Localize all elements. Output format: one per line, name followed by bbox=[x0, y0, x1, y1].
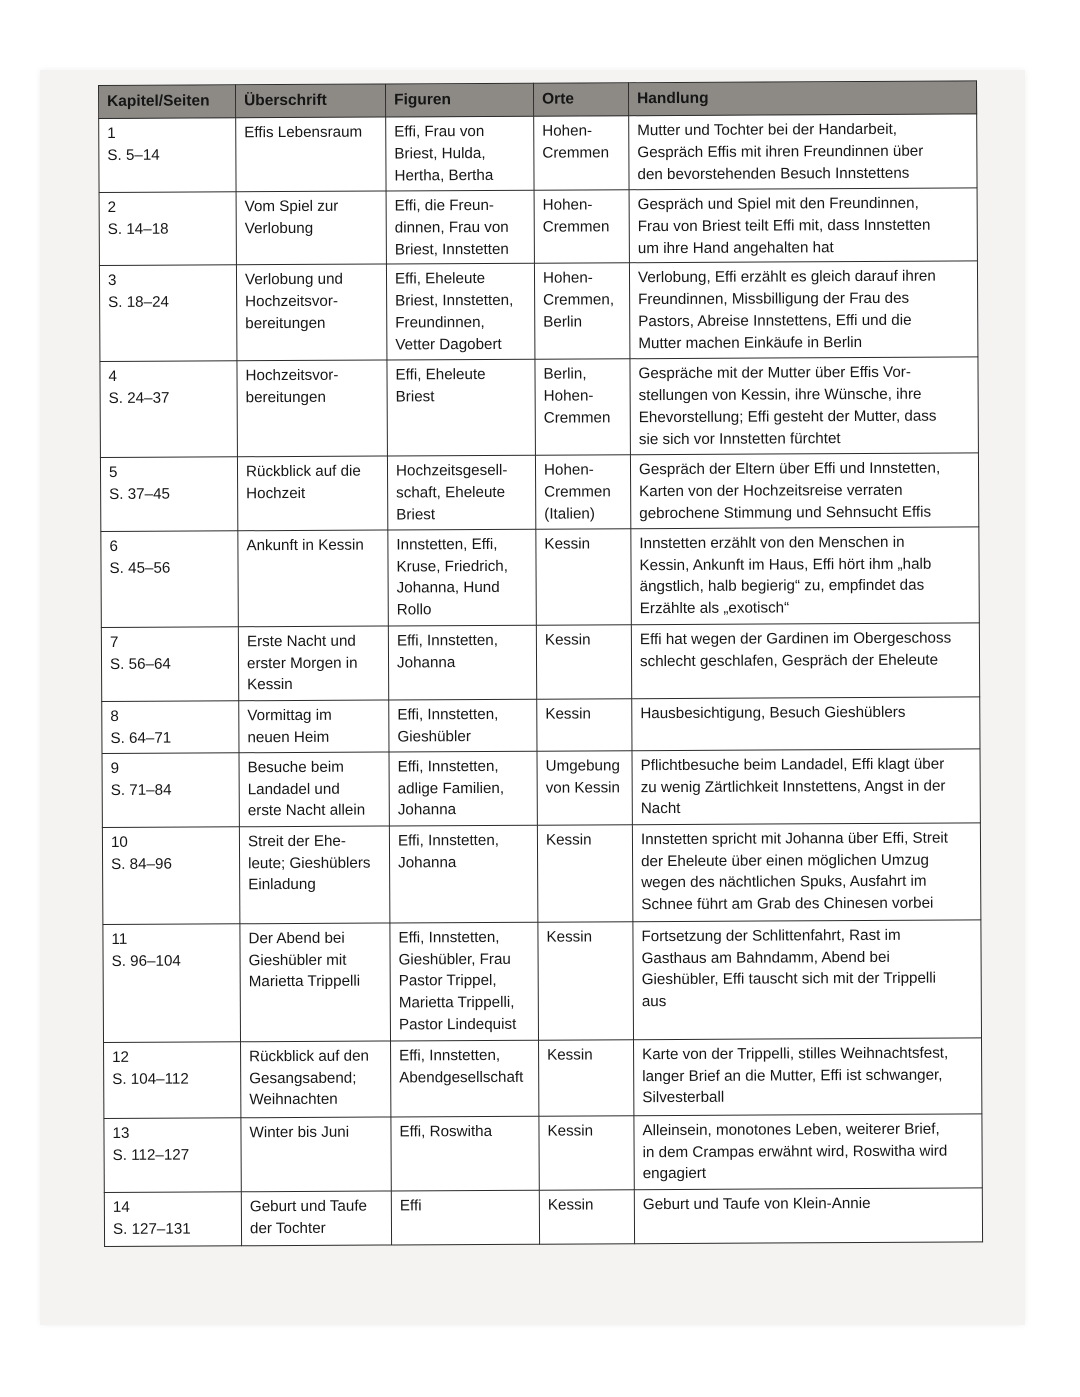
cell-orte: Berlin, Hohen- Cremmen bbox=[535, 359, 631, 455]
cell-handlung: Innstetten spricht mit Johanna über Effi, Streit der Eheleute über einen möglichen Umzug wegen des nächtlichen Spuks, Ausfahrt im Schnee führt am Grab des Chinesen vorbei bbox=[632, 823, 981, 922]
cell-kapitel: 5 S. 37–45 bbox=[100, 457, 237, 531]
cell-orte: Kessin bbox=[536, 624, 631, 698]
cell-kapitel: 11 S. 96–104 bbox=[103, 924, 241, 1043]
cell-kapitel: 8 S. 64–71 bbox=[102, 701, 239, 754]
cell-orte: Kessin bbox=[539, 1039, 634, 1115]
cell-handlung: Gespräch der Eltern über Effi und Innstetten, Karten von der Hochzeitsreise verraten gebrochene Stimmung und Sehnsucht Effis bbox=[630, 453, 978, 528]
cell-figuren: Innstetten, Effi, Kruse, Friedrich, Johanna, Hund Rollo bbox=[388, 529, 537, 626]
table-row bbox=[99, 261, 977, 362]
table-row bbox=[101, 527, 979, 628]
cell-ueberschrift: Geburt und Taufe der Tochter bbox=[241, 1191, 391, 1246]
cell-kapitel: 3 S. 18–24 bbox=[99, 265, 237, 362]
document-page bbox=[98, 80, 982, 1246]
cell-orte: Kessin bbox=[537, 698, 632, 750]
table-row bbox=[101, 623, 979, 702]
cell-figuren: Effi, Eheleute Briest, Innstetten, Freundinnen, Vetter Dagobert bbox=[386, 264, 535, 361]
table-row bbox=[100, 357, 978, 458]
cell-handlung: Fortsetzung der Schlittenfahrt, Rast im Gasthaus am Bahndamm, Abend bei Gieshübler, Effi tauscht sich mit der Trippelli aus bbox=[633, 920, 982, 1040]
cell-figuren: Effi, Innstetten, Johanna bbox=[388, 625, 536, 700]
cell-figuren: Effi, die Freun- dinnen, Frau von Briest, Innstetten bbox=[386, 190, 534, 264]
cell-ueberschrift: Der Abend bei Gieshübler mit Marietta Trippelli bbox=[240, 923, 391, 1042]
table-row bbox=[102, 823, 980, 925]
cell-handlung: Karte von der Trippelli, stilles Weihnachtsfest, langer Brief an die Mutter, Effi ist schwanger, Silvesterball bbox=[634, 1038, 982, 1116]
cell-handlung: Effi hat wegen der Gardinen im Obergeschoss schlecht geschlafen, Gespräch der Eheleute bbox=[631, 623, 979, 699]
table-row bbox=[103, 920, 982, 1043]
cell-orte: Hohen- Cremmen bbox=[534, 116, 629, 190]
cell-figuren: Effi, Innstetten, Abendgesellschaft bbox=[391, 1040, 539, 1117]
header-orte: Orte bbox=[533, 83, 628, 116]
cell-ueberschrift: Streit der Ehe- leute; Gieshüblers Einladung bbox=[239, 826, 390, 924]
cell-ueberschrift: Verlobung und Hochzeitsvor- bereitungen bbox=[236, 264, 387, 361]
cell-orte: Kessin bbox=[538, 921, 634, 1039]
table-row bbox=[99, 188, 977, 266]
table-row bbox=[100, 453, 978, 531]
cell-orte: Kessin bbox=[539, 1115, 634, 1189]
cell-kapitel: 13 S. 112–127 bbox=[104, 1118, 241, 1193]
cell-handlung: Gespräche mit der Mutter über Effis Vor- stellungen von Kessin, ihre Wünsche, ihre Ehevorstellung; Effi gesteht der Mutter, dass sie sich vor Innstetten fürchtet bbox=[630, 357, 978, 455]
table-header bbox=[99, 81, 977, 119]
cell-handlung: Innstetten erzählt von den Menschen in Kessin, Ankunft im Haus, Effi hört ihm „halb ängstlich, halb begierig“ zu, empfindet das Erzählte als „exotisch“ bbox=[631, 527, 979, 625]
table-row bbox=[102, 697, 980, 754]
cell-kapitel: 6 S. 45–56 bbox=[101, 531, 239, 628]
cell-handlung: Geburt und Taufe von Klein-Annie bbox=[634, 1188, 982, 1244]
table-row bbox=[99, 114, 977, 193]
cell-figuren: Effi bbox=[391, 1190, 539, 1245]
cell-kapitel: 14 S. 127–131 bbox=[104, 1192, 241, 1247]
cell-ueberschrift: Erste Nacht und erster Morgen in Kessin bbox=[238, 626, 388, 701]
cell-handlung: Gespräch und Spiel mit den Freundinnen, Frau von Briest teilt Effi mit, dass Innstetten um ihre Hand angehalten hat bbox=[629, 188, 977, 263]
cell-ueberschrift: Vom Spiel zur Verlobung bbox=[236, 191, 386, 265]
cell-figuren: Effi, Innstetten, adlige Familien, Johanna bbox=[389, 751, 537, 826]
cell-orte: Kessin bbox=[539, 1189, 634, 1243]
cell-ueberschrift: Besuche beim Landadel und erste Nacht allein bbox=[239, 752, 389, 827]
cell-orte: Hohen- Cremmen (Italien) bbox=[535, 455, 630, 529]
cell-ueberschrift: Vormittag im neuen Heim bbox=[239, 700, 389, 753]
cell-ueberschrift: Rückblick auf den Gesangsabend; Weihnachten bbox=[241, 1041, 391, 1118]
cell-figuren: Effi, Frau von Briest, Hulda, Hertha, Bertha bbox=[386, 116, 534, 191]
cell-orte: Kessin bbox=[536, 528, 632, 624]
header-figuren: Figuren bbox=[385, 83, 533, 117]
header-handlung: Handlung bbox=[628, 81, 976, 116]
cell-kapitel: 10 S. 84–96 bbox=[102, 827, 240, 925]
cell-ueberschrift: Hochzeitsvor- bereitungen bbox=[237, 360, 388, 457]
table-row bbox=[102, 749, 980, 828]
cell-kapitel: 7 S. 56–64 bbox=[101, 627, 238, 702]
cell-figuren: Effi, Innstetten, Johanna bbox=[389, 825, 538, 923]
cell-orte: Hohen- Cremmen, Berlin bbox=[534, 263, 630, 359]
cell-handlung: Hausbesichtigung, Besuch Gieshüblers bbox=[632, 697, 980, 751]
cell-kapitel: 12 S. 104–112 bbox=[104, 1042, 241, 1119]
cell-kapitel: 9 S. 71–84 bbox=[102, 753, 239, 828]
cell-orte: Hohen- Cremmen bbox=[534, 190, 629, 264]
table-row bbox=[104, 1188, 982, 1247]
chapter-overview-table bbox=[98, 80, 983, 1246]
cell-orte: Umgebung von Kessin bbox=[537, 750, 632, 824]
header-kapitel: Kapitel/Seiten bbox=[99, 85, 236, 119]
table-body bbox=[99, 114, 983, 1246]
cell-ueberschrift: Rückblick auf die Hochzeit bbox=[237, 456, 387, 530]
cell-figuren: Hochzeitsgesell- schaft, Eheleute Briest bbox=[387, 456, 535, 530]
table-row bbox=[104, 1038, 982, 1119]
cell-ueberschrift: Ankunft in Kessin bbox=[238, 530, 389, 627]
cell-handlung: Mutter und Tochter bei der Handarbeit, Gespräch Effis mit ihren Freundinnen über den bevorstehenden Besuch Innstettens bbox=[629, 114, 977, 190]
cell-figuren: Effi, Roswitha bbox=[391, 1116, 539, 1191]
cell-handlung: Verlobung, Effi erzählt es gleich darauf ihren Freundinnen, Missbilligung der Frau des Pastors, Abreise Innstettens, Effi und die Mutter machen Einkäufe in Berlin bbox=[629, 261, 977, 359]
cell-figuren: Effi, Innstetten, Gieshübler, Frau Pastor Trippel, Marietta Trippelli, Pastor Lindequist bbox=[390, 922, 539, 1041]
cell-figuren: Effi, Eheleute Briest bbox=[387, 360, 536, 457]
cell-kapitel: 4 S. 24–37 bbox=[100, 361, 238, 458]
cell-figuren: Effi, Innstetten, Gieshübler bbox=[389, 699, 537, 752]
header-row bbox=[99, 81, 977, 119]
cell-kapitel: 2 S. 14–18 bbox=[99, 192, 236, 266]
cell-handlung: Pflichtbesuche beim Landadel, Effi klagt über zu wenig Zärtlichkeit Innstettens, Angst in der Nacht bbox=[632, 749, 980, 825]
cell-ueberschrift: Effis Lebensraum bbox=[236, 117, 386, 192]
cell-orte: Kessin bbox=[537, 824, 633, 921]
table-row bbox=[104, 1114, 982, 1193]
header-ueberschrift: Überschrift bbox=[236, 84, 386, 118]
cell-handlung: Alleinsein, monotones Leben, weiterer Brief, in dem Crampas erwähnt wird, Roswitha wird engagiert bbox=[634, 1114, 982, 1190]
cell-kapitel: 1 S. 5–14 bbox=[99, 118, 236, 193]
cell-ueberschrift: Winter bis Juni bbox=[241, 1117, 391, 1192]
